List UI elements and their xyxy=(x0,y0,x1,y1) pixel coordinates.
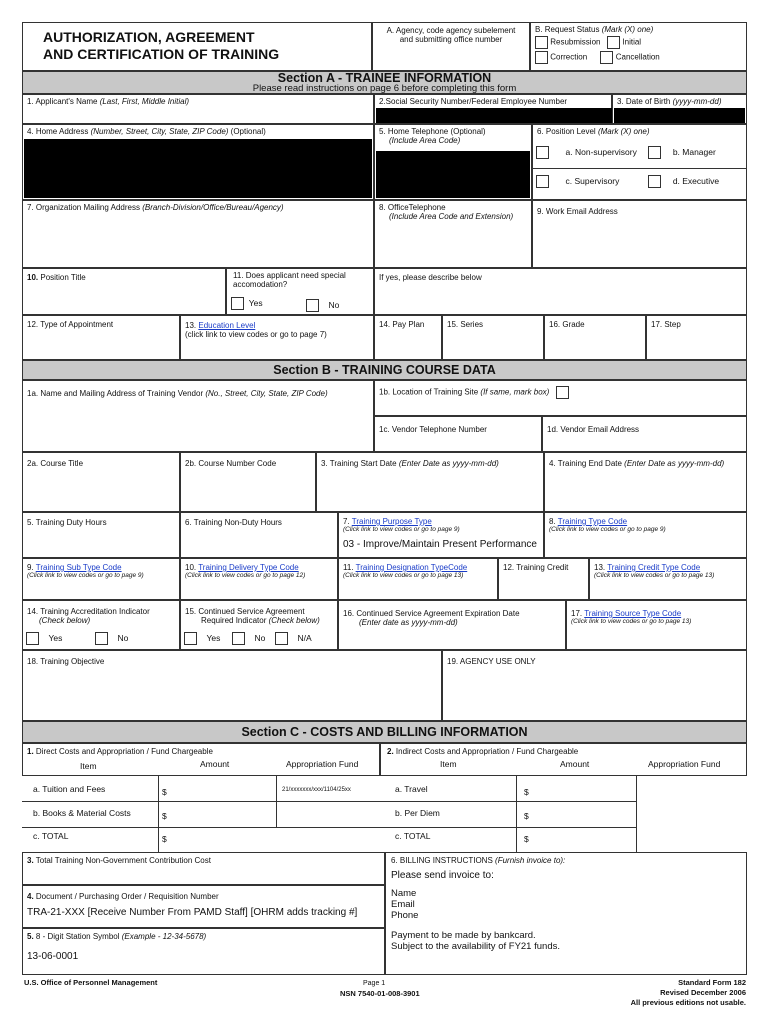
request-status-hint: (Mark (X) one) xyxy=(601,25,654,34)
indirect-per-diem-currency: $ xyxy=(524,811,529,821)
start-date-field[interactable] xyxy=(316,452,544,512)
indirect-row-line-2 xyxy=(380,827,636,828)
resubmission-checkbox[interactable] xyxy=(535,36,548,49)
direct-col-amount: Amount xyxy=(200,759,230,769)
end-date-hint: (Enter Date as yyyy-mm-dd) xyxy=(624,459,725,468)
footer-form-number: Standard Form 182 xyxy=(678,978,746,987)
csa-indicator-hint: (Check below) xyxy=(268,616,320,626)
direct-col-item: Item xyxy=(80,761,97,771)
accreditation-no-option xyxy=(95,632,128,645)
training-site-hint: (If same, mark box) xyxy=(480,387,550,397)
pay-plan-label: 14. Pay Plan xyxy=(379,320,425,329)
course-number-label: 2b. Course Number Code xyxy=(185,459,277,468)
direct-col-fund: Appropriation Fund xyxy=(286,759,359,769)
csa-yes-label: Yes xyxy=(206,632,221,643)
delivery-type-hint: (Click link to view codes or go to page 12) xyxy=(185,572,306,580)
section-b-title: Section B - TRAINING COURSE DATA xyxy=(273,363,496,377)
csa-no-checkbox[interactable] xyxy=(232,632,245,645)
section-c-header xyxy=(22,721,747,743)
section-a-title: Section A - TRAINEE INFORMATION xyxy=(277,71,492,85)
grade-label: 16. Grade xyxy=(549,320,585,329)
footer-editions: All previous editions not usable. xyxy=(630,998,746,1007)
training-site-label: 1b. Location of Training Site xyxy=(379,387,479,397)
duty-hours-label: 5. Training Duty Hours xyxy=(27,518,107,527)
training-type-field[interactable] xyxy=(544,512,747,558)
source-type-number: 17. xyxy=(571,609,583,618)
non-gov-contribution-number: 3. xyxy=(27,856,34,865)
pay-plan-field[interactable] xyxy=(374,315,442,360)
accreditation-yes-option xyxy=(26,632,62,645)
accommodation-description-label: If yes, please describe below xyxy=(379,273,482,282)
executive-checkbox[interactable] xyxy=(648,175,661,188)
series-label: 15. Series xyxy=(447,320,484,329)
position-title-field[interactable] xyxy=(22,268,226,315)
indirect-per-diem-label: b. Per Diem xyxy=(395,808,440,818)
org-address-field[interactable] xyxy=(22,200,374,268)
training-objective-field[interactable] xyxy=(22,650,442,721)
training-site-field[interactable] xyxy=(374,380,747,416)
supervisory-option xyxy=(536,175,619,188)
non-supervisory-label: a. Non-supervisory xyxy=(565,146,637,157)
cancellation-label: Cancellation xyxy=(615,52,660,62)
form-title-line2: AND CERTIFICATION OF TRAINING xyxy=(43,46,280,62)
non-duty-hours-field[interactable] xyxy=(180,512,338,558)
accommodation-yes-checkbox[interactable] xyxy=(231,297,244,310)
dob-redaction xyxy=(614,108,745,123)
csa-indicator-label-b: Required Indicator xyxy=(201,616,267,626)
delivery-type-field[interactable] xyxy=(180,558,338,600)
work-email-label: 9. Work Email Address xyxy=(537,207,618,216)
position-title-number: 10. xyxy=(27,273,39,282)
agency-code-label: A. Agency, code agency subelement and submitting office number xyxy=(386,26,516,45)
agency-use-field[interactable] xyxy=(442,650,747,721)
course-number-field[interactable] xyxy=(180,452,316,512)
home-phone-redaction xyxy=(376,151,530,198)
billing-instructions-hint: (Furnish invoice to): xyxy=(495,856,566,865)
position-level-divider xyxy=(532,168,747,169)
sub-type-field[interactable] xyxy=(22,558,180,600)
section-b-header xyxy=(22,360,747,380)
end-date-label: 4. Training End Date xyxy=(549,459,622,468)
designation-type-hint: (Click link to view codes or go to page 13) xyxy=(343,572,464,580)
sub-type-link[interactable]: Training Sub Type Code xyxy=(35,563,122,572)
position-level-hint: (Mark (X) one) xyxy=(597,127,650,136)
supervisory-checkbox[interactable] xyxy=(536,175,549,188)
step-label: 17. Step xyxy=(651,320,681,329)
indirect-col-line-1 xyxy=(516,775,517,852)
start-date-label: 3. Training Start Date xyxy=(321,459,397,468)
education-level-hint: (click link to view codes or go to page 7) xyxy=(185,330,327,340)
accreditation-no-checkbox[interactable] xyxy=(95,632,108,645)
credit-type-field[interactable] xyxy=(589,558,747,600)
office-phone-hint: (Include Area Code and Extension) xyxy=(389,212,514,222)
appointment-type-label: 12. Type of Appointment xyxy=(27,320,114,329)
office-phone-label: 8. OfficeTelephone xyxy=(379,203,446,212)
vendor-email-field[interactable] xyxy=(542,416,747,452)
purpose-type-number: 7. xyxy=(343,517,350,526)
dob-label: 3. Date of Birth xyxy=(617,97,671,106)
series-field[interactable] xyxy=(442,315,544,360)
accreditation-label: 14. Training Accreditation Indicator xyxy=(27,607,150,616)
training-objective-label: 18. Training Objective xyxy=(27,657,105,666)
direct-costs-label: Direct Costs and Appropriation / Fund Chargeable xyxy=(35,747,213,756)
resubmission-label: Resubmission xyxy=(550,37,601,47)
billing-line-funds: Subject to the availability of FY21 funds. xyxy=(391,940,560,952)
station-symbol-value[interactable]: 13-06-0001 xyxy=(27,951,79,963)
designation-type-link[interactable]: Training Designation TypeCode xyxy=(355,563,468,572)
csa-yes-option xyxy=(184,632,220,645)
direct-row-line-0 xyxy=(22,775,380,776)
credit-type-number: 13. xyxy=(594,563,606,572)
applicant-name-hint: (Last, First, Middle Initial) xyxy=(99,97,190,106)
home-address-redaction xyxy=(24,139,372,198)
direct-tuition-label: a. Tuition and Fees xyxy=(33,784,106,794)
footer-agency: U.S. Office of Personnel Management xyxy=(24,978,158,987)
training-site-same-checkbox[interactable] xyxy=(556,386,569,399)
sub-type-number: 9. xyxy=(27,563,34,572)
request-status-box xyxy=(530,22,747,71)
purpose-type-hint: (Click link to view codes or go to page 9) xyxy=(343,526,460,534)
section-a-subtitle: Please read instructions on page 6 before completing this form xyxy=(252,83,517,94)
csa-no-option xyxy=(232,632,265,645)
document-number-value[interactable]: TRA-21-XXX [Receive Number From PAMD Staff] [OHRM adds tracking #] xyxy=(27,907,358,919)
vendor-email-label: 1d. Vendor Email Address xyxy=(547,425,640,434)
csa-yes-checkbox[interactable] xyxy=(184,632,197,645)
accreditation-yes-checkbox[interactable] xyxy=(26,632,39,645)
manager-checkbox[interactable] xyxy=(648,146,661,159)
non-supervisory-option xyxy=(536,146,637,159)
appointment-type-field[interactable] xyxy=(22,315,180,360)
direct-total-currency: $ xyxy=(162,834,167,844)
form-title-box xyxy=(22,22,372,71)
applicant-name-field[interactable] xyxy=(22,94,374,124)
indirect-row-line-0 xyxy=(380,775,747,776)
accreditation-yes-label: Yes xyxy=(48,632,63,643)
grade-field[interactable] xyxy=(544,315,646,360)
start-date-hint: (Enter Date as yyyy-mm-dd) xyxy=(398,459,499,468)
accommodation-yes-option xyxy=(231,297,263,310)
training-type-number: 8. xyxy=(549,517,556,526)
csa-no-label: No xyxy=(254,632,266,643)
direct-costs-number: 1. xyxy=(27,747,34,756)
executive-label: d. Executive xyxy=(672,175,720,186)
billing-line-name: Name xyxy=(391,887,417,899)
home-address-label: 4. Home Address xyxy=(27,127,89,136)
non-supervisory-checkbox[interactable] xyxy=(536,146,549,159)
office-phone-field[interactable] xyxy=(374,200,532,268)
csa-na-checkbox[interactable] xyxy=(275,632,288,645)
manager-option xyxy=(648,146,716,159)
initial-label: Initial xyxy=(622,37,642,47)
credit-type-link[interactable]: Training Credit Type Code xyxy=(607,563,701,572)
purpose-type-field[interactable] xyxy=(338,512,544,558)
section-c-title: Section C - COSTS AND BILLING INFORMATION xyxy=(241,725,528,739)
executive-option xyxy=(648,175,719,188)
indirect-costs-number: 2. xyxy=(387,747,394,756)
step-field[interactable] xyxy=(646,315,747,360)
sub-type-hint: (Click link to view codes or go to page 9) xyxy=(27,572,144,580)
billing-instructions-field[interactable] xyxy=(385,852,747,975)
correction-checkbox[interactable] xyxy=(535,51,548,64)
form-title-line1: AUTHORIZATION, AGREEMENT xyxy=(43,29,255,45)
course-title-field[interactable] xyxy=(22,452,180,512)
dob-hint: (yyyy-mm-dd) xyxy=(672,97,722,106)
home-phone-hint: (Include Area Code) xyxy=(389,136,461,146)
indirect-travel-label: a. Travel xyxy=(395,784,428,794)
billing-line-bankcard: Payment to be made by bankcard. xyxy=(391,929,536,941)
station-symbol-field[interactable] xyxy=(22,928,385,975)
accommodation-no-checkbox[interactable] xyxy=(306,299,319,312)
accommodation-yes-label: Yes xyxy=(248,297,263,308)
non-gov-contribution-label: Total Training Non-Government Contribution Cost xyxy=(35,856,211,865)
direct-row-line-2 xyxy=(22,827,380,828)
direct-total-label: c. TOTAL xyxy=(33,831,69,841)
accreditation-hint: (Check below) xyxy=(39,616,91,626)
csa-expiration-field[interactable] xyxy=(338,600,566,650)
designation-type-field[interactable] xyxy=(338,558,498,600)
direct-tuition-currency: $ xyxy=(162,787,167,797)
applicant-name-label: 1. Applicant's Name xyxy=(27,97,98,106)
direct-row-line-1 xyxy=(22,801,380,802)
purpose-type-value[interactable]: 03 - Improve/Maintain Present Performance xyxy=(343,538,537,550)
correction-label: Correction xyxy=(550,52,588,62)
training-credit-label: 12. Training Credit xyxy=(503,563,569,572)
section-a-header xyxy=(22,71,747,94)
direct-tuition-fund[interactable]: 21/xxxxxxx/xxx/1104/25xx xyxy=(282,787,351,793)
csa-na-option xyxy=(275,632,312,645)
supervisory-label: c. Supervisory xyxy=(565,175,620,186)
vendor-name-address-field[interactable] xyxy=(22,380,374,452)
csa-indicator-label: 15. Continued Service Agreement xyxy=(185,607,305,616)
delivery-type-link[interactable]: Training Delivery Type Code xyxy=(198,563,299,572)
ssn-redaction xyxy=(376,108,612,123)
indirect-total-currency: $ xyxy=(524,834,529,844)
training-type-hint: (Click link to view codes or go to page 9) xyxy=(549,526,666,534)
agency-use-label: 19. AGENCY USE ONLY xyxy=(447,657,536,666)
home-address-optional: (Optional) xyxy=(230,127,266,136)
accommodation-no-option xyxy=(306,299,339,312)
indirect-travel-currency: $ xyxy=(524,787,529,797)
document-number-field[interactable] xyxy=(22,885,385,928)
home-address-hint: (Number, Street, City, State, ZIP Code) xyxy=(90,127,229,136)
accommodation-no-label: No xyxy=(328,299,340,310)
document-number-number: 4. xyxy=(27,892,34,901)
duty-hours-field[interactable] xyxy=(22,512,180,558)
delivery-type-number: 10. xyxy=(185,563,197,572)
footer-page-number: Page 1 xyxy=(363,980,386,987)
indirect-col-item: Item xyxy=(440,759,457,769)
training-credit-field[interactable] xyxy=(498,558,589,600)
end-date-field[interactable] xyxy=(544,452,747,512)
non-duty-hours-label: 6. Training Non-Duty Hours xyxy=(185,518,282,527)
indirect-costs-label: Indirect Costs and Appropriation / Fund Chargeable xyxy=(395,747,579,756)
footer-nsn: NSN 7540-01-008-3901 xyxy=(340,989,420,998)
training-type-link[interactable]: Training Type Code xyxy=(557,517,628,526)
position-level-label: 6. Position Level xyxy=(537,127,596,136)
indirect-col-line-2 xyxy=(636,775,637,852)
education-level-link[interactable]: Education Level xyxy=(198,321,256,330)
station-symbol-hint: (Example - 12-34-5678) xyxy=(121,932,207,941)
initial-checkbox[interactable] xyxy=(607,36,620,49)
org-address-label: 7. Organization Mailing Address xyxy=(27,203,140,212)
indirect-row-line-1 xyxy=(380,801,636,802)
csa-na-label: N/A xyxy=(297,632,312,643)
station-symbol-number: 5. xyxy=(27,932,34,941)
station-symbol-label: 8 - Digit Station Symbol xyxy=(35,932,120,941)
billing-line-phone: Phone xyxy=(391,909,419,921)
billing-line-send-invoice: Please send invoice to: xyxy=(391,870,494,882)
footer-revised: Revised December 2006 xyxy=(660,988,746,997)
csa-expiration-hint: (Enter date as yyyy-mm-dd) xyxy=(359,618,458,628)
ssn-label: 2.Social Security Number/Federal Employee Number xyxy=(379,97,568,106)
non-gov-contribution-field[interactable] xyxy=(22,852,385,885)
agency-code-field[interactable] xyxy=(372,22,530,71)
csa-expiration-label: 16. Continued Service Agreement Expiration Date xyxy=(343,609,520,618)
source-type-hint: (Click link to view codes or go to page 13) xyxy=(571,618,692,626)
org-address-hint: (Branch-Division/Office/Bureau/Agency) xyxy=(142,203,284,212)
indirect-col-amount: Amount xyxy=(560,759,590,769)
position-title-label: Position Title xyxy=(40,273,86,282)
vendor-name-hint: (No., Street, City, State, ZIP Code) xyxy=(205,389,328,398)
request-status-label: B. Request Status xyxy=(535,25,600,34)
document-number-label: Document / Purchasing Order / Requisition Number xyxy=(35,892,219,901)
billing-line-email: Email xyxy=(391,898,415,910)
course-title-label: 2a. Course Title xyxy=(27,459,84,468)
vendor-phone-label: 1c. Vendor Telephone Number xyxy=(379,425,487,434)
vendor-phone-field[interactable] xyxy=(374,416,542,452)
vendor-name-label: 1a. Name and Mailing Address of Training Vendor xyxy=(27,389,204,398)
purpose-type-link[interactable]: Training Purpose Type xyxy=(351,517,432,526)
direct-books-currency: $ xyxy=(162,811,167,821)
position-level-box xyxy=(532,124,747,200)
accommodation-description-field[interactable] xyxy=(374,268,747,315)
indirect-col-fund: Appropriation Fund xyxy=(648,759,721,769)
manager-label: b. Manager xyxy=(672,146,716,157)
direct-books-label: b. Books & Material Costs xyxy=(33,808,131,818)
source-type-link[interactable]: Training Source Type Code xyxy=(584,609,682,618)
designation-type-number: 11. xyxy=(343,563,354,572)
source-type-field[interactable] xyxy=(566,600,747,650)
credit-type-hint: (Click link to view codes or go to page 13) xyxy=(594,572,715,580)
accreditation-no-label: No xyxy=(117,632,129,643)
home-phone-label: 5. Home Telephone (Optional) xyxy=(379,127,486,136)
work-email-field[interactable] xyxy=(532,200,747,268)
accommodation-label: 11. Does applicant need special accomodation? xyxy=(233,271,346,290)
direct-col-line-2 xyxy=(276,775,277,827)
direct-col-line-1 xyxy=(158,775,159,852)
billing-instructions-label: 6. BILLING INSTRUCTIONS xyxy=(391,856,493,865)
education-level-field[interactable] xyxy=(180,315,374,360)
education-level-number: 13. xyxy=(185,321,197,330)
footer-form-info xyxy=(631,978,746,1008)
cancellation-checkbox[interactable] xyxy=(600,51,613,64)
indirect-total-label: c. TOTAL xyxy=(395,831,431,841)
